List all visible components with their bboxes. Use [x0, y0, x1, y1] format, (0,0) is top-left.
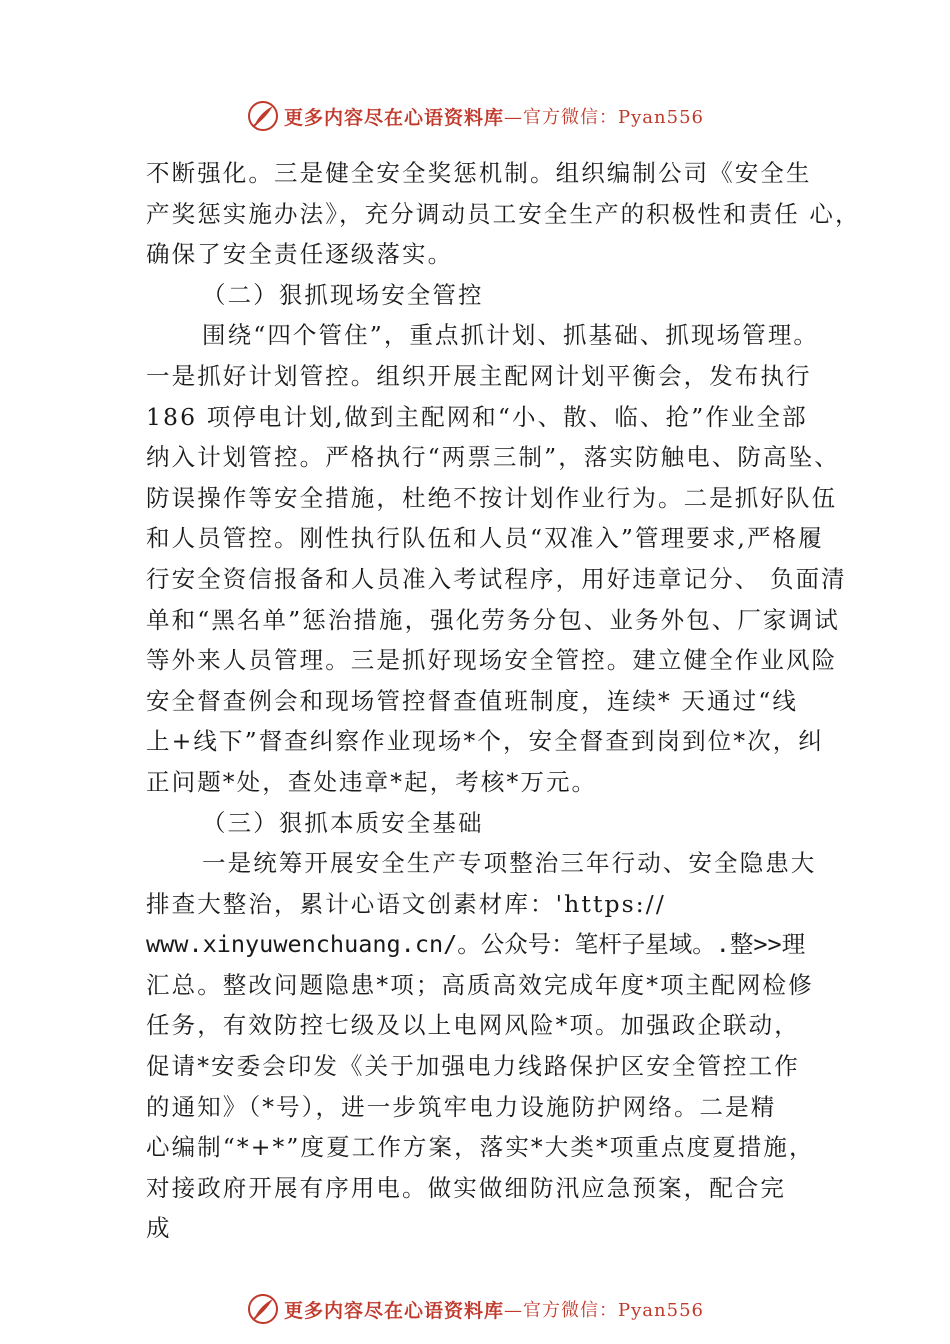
text-line: 成: [146, 1214, 172, 1243]
text-line: 上+线下”督查纠察作业现场*个，安全督查到岗到位*次，纠: [146, 727, 825, 756]
text-line: 不断强化。三是健全安全奖惩机制。组织编制公司《安全生: [146, 159, 812, 187]
quill-logo-icon: [246, 1292, 280, 1326]
text-line: 心编制“*+*”度夏工作方案，落实*大类*项重点度夏措施，: [146, 1133, 815, 1162]
text-line: 确保了安全责任逐级落实。: [146, 240, 454, 269]
text-line: 促请*安委会印发《关于加强电力线路保护区安全管控工作: [146, 1052, 800, 1081]
text-line: 一是抓好计划管控。组织开展主配网计划平衡会，发布执行: [146, 361, 812, 390]
section-heading-3: （三）狠抓本质安全基础: [202, 808, 484, 837]
text-line: 的通知》（*号），进一步筑牢电力设施防护网络。二是精: [146, 1092, 777, 1121]
footer-watermark-banner: [0, 1289, 950, 1329]
text-line: 防误操作等安全措施，杜绝不按计划作业行为。二是抓好队伍: [146, 483, 838, 512]
header-watermark-banner: [0, 96, 950, 136]
text-line-url: www.xinyuwenchuang.cn/。公众号：笔杆子星域。.整>>理: [146, 930, 806, 959]
document-body: [146, 153, 861, 1249]
banner-title: 更多内容尽在心语资料库: [284, 1299, 505, 1322]
text-line: 等外来人员管理。三是抓好现场安全管控。建立健全作业风险: [146, 646, 838, 675]
text-line: 对接政府开展有序用电。做实做细防汛应急预案，配合完: [146, 1173, 786, 1202]
text-line: 排查大整治，累计心语文创素材库：'https://: [146, 889, 666, 918]
text-line: 纳入计划管控。严格执行“两票三制”，落实防触电、防高坠、: [146, 443, 840, 472]
text-line: 和人员管控。刚性执行队伍和人员“双准入”管理要求,严格履: [146, 524, 824, 553]
text-line: 一是统筹开展安全生产专项整治三年行动、安全隐患大: [202, 849, 817, 878]
text-line: 汇总。整改问题隐患*项；高质高效完成年度*项主配网检修: [146, 970, 814, 999]
quill-logo-icon: [246, 99, 280, 133]
banner-wechat: —官方微信：Pyan556: [504, 107, 704, 128]
text-line: 产奖惩实施办法》，充分调动员工安全生产的积极性和责任 心，: [146, 199, 861, 228]
text-line: 安全督查例会和现场管控督查值班制度，连续* 天通过“线: [146, 686, 798, 715]
text-line: 任务，有效防控七级及以上电网风险*项。加强政企联动，: [146, 1011, 800, 1040]
text-line: 正问题*处，查处违章*起，考核*万元。: [146, 767, 598, 796]
banner-title: 更多内容尽在心语资料库: [284, 106, 505, 129]
text-line: 186 项停电计划,做到主配网和“小、散、临、抢”作业全部: [146, 402, 808, 431]
text-line: 围绕“四个管住”，重点抓计划、抓基础、抓现场管理。: [202, 321, 820, 350]
section-heading-2: （二）狠抓现场安全管控: [202, 280, 484, 309]
text-line: 行安全资信报备和人员准入考试程序，用好违章记分、 负面清: [146, 564, 847, 593]
banner-wechat: —官方微信：Pyan556: [504, 1300, 704, 1321]
text-line: 单和“黑名单”惩治措施，强化劳务分包、业务外包、厂家调试: [146, 605, 840, 634]
